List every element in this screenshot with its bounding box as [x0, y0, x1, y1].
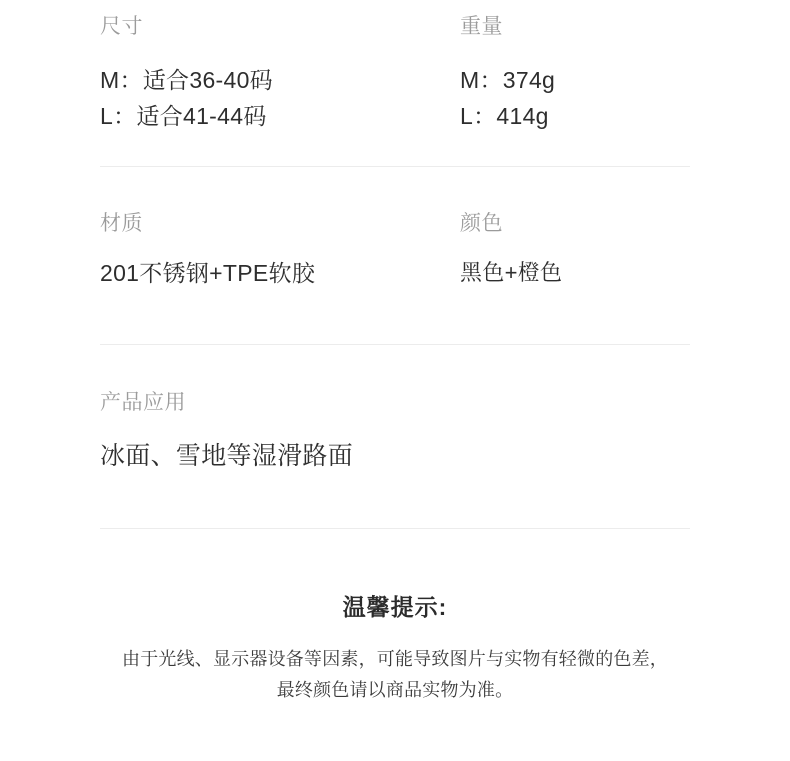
application-value: 冰面、雪地等湿滑路面 [100, 441, 354, 470]
section-material-color [100, 167, 690, 292]
section-size-weight [100, 0, 690, 134]
notice-line-2: 最终颜色请以商品实物为准。 [276, 680, 514, 701]
color-label: 颜色 [460, 212, 503, 236]
size-value-m: M：适合36-40码 [100, 67, 273, 93]
color-value: 黑色+橙色 [460, 260, 563, 286]
weight-value-l: L：414g [460, 102, 549, 129]
material-column [100, 213, 460, 292]
material-label: 材质 [100, 212, 143, 236]
weight-value-m: M：374g [460, 67, 556, 93]
notice-title: 温馨提示: [342, 593, 448, 620]
weight-column [460, 16, 690, 134]
notice-line-1: 由于光线、显示器设备等因素，可能导致图片与实物有轻微的色差， [122, 648, 668, 669]
application-column [100, 392, 690, 476]
section-notice [100, 529, 690, 707]
weight-label: 重量 [460, 15, 503, 38]
size-label: 尺寸 [100, 15, 143, 38]
size-column [100, 16, 460, 134]
size-value-l: L：适合41-44码 [100, 102, 267, 129]
color-column [460, 213, 690, 292]
section-application [100, 345, 690, 476]
application-label: 产品应用 [100, 390, 186, 414]
material-value: 201不锈钢+TPE软胶 [100, 260, 316, 287]
